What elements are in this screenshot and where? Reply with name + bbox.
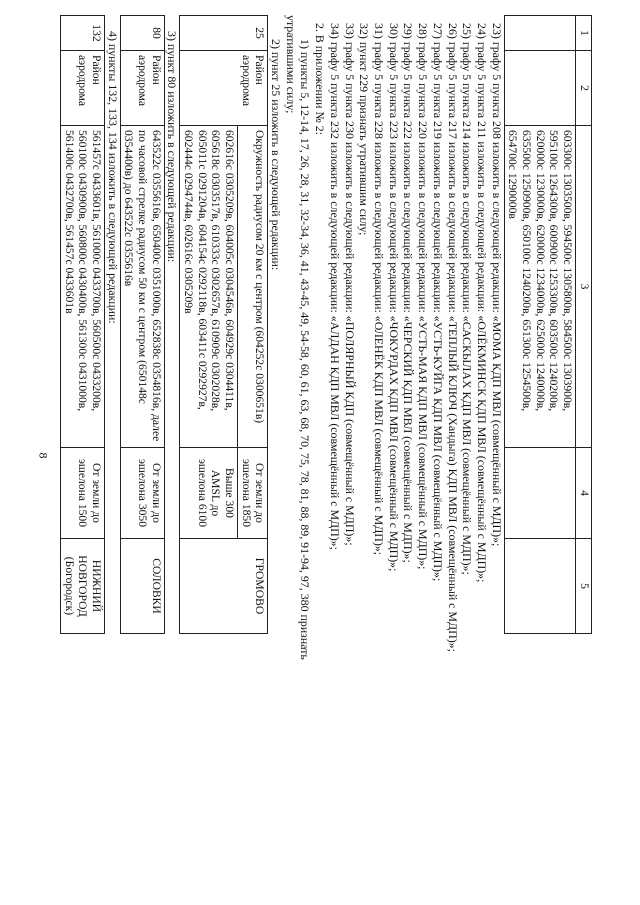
- list-item: 31) графу 5 пункта 228 изложить в следующей редакции: «ОЛЕНЁК КДП МВЛ (совмещённый с МДП)»;: [372, 23, 387, 556]
- list-item: 29) графу 5 пункта 222 изложить в следующей редакции: «ЧЕРСКИЙ КДП МВЛ (совмещённый с МДП)»;: [401, 23, 416, 563]
- header-col-5: 5: [576, 539, 592, 634]
- zone-description: Окружность радиусом 20 км с центром (604252с 0300651в): [238, 126, 268, 448]
- table-row: [120, 16, 164, 634]
- table-row-80: [120, 15, 165, 634]
- area-type: Район аэродрома: [60, 51, 104, 126]
- list-item: утратившими силу;: [283, 15, 298, 114]
- table-row-25: [179, 15, 268, 634]
- list-item: 24) графу 5 пункта 211 изложить в следующей редакции: «ОЛЁКМИНСК КДП МВЛ (совмещённый с МДП)»;: [474, 23, 489, 583]
- coordinates-cell: 603300с 1303500в, 594500с 1305800в, 584500с 1303900в, 595100с 1264300в, 600900с 1253300в, 603500с 1240200в, 620000с 1230000в, 620000с 1234000в, 625000с 1240000в, 635500с 1250900в, 650100с 1240200в, 651300с 1254500в, 654700с 1290000в: [504, 126, 575, 448]
- table-row: [504, 16, 575, 634]
- list-item: 27) графу 5 пункта 219 изложить в следующей редакции: «УСТЬ-КУЙГА КДП МВЛ (совмещённый с МДП)»;: [430, 23, 445, 582]
- table-header-row: [576, 16, 592, 634]
- area-type: Район аэродрома: [180, 51, 268, 126]
- table-row-132: [60, 15, 105, 634]
- altitude-range: От земли до эшелона 3050: [120, 448, 164, 539]
- list-item: 34) графу 5 пункта 232 изложить в следующей редакции: «АЛДАН КДП МВЛ (совмещённый с МДП)»;: [327, 23, 342, 550]
- table-row: [238, 16, 268, 634]
- header-col-3: 3: [576, 126, 592, 448]
- list-item: 4) пункты 132, 133, 134 изложить в следующей редакции:: [105, 31, 120, 324]
- table-row: [60, 16, 104, 634]
- list-item: 23) графу 5 пункта 208 изложить в следующей редакции: «МОМА КДП МВЛ (совмещённый с МДП)»;: [489, 23, 504, 547]
- amendment-list: [268, 15, 503, 890]
- list-item: 26) графу 5 пункта 217 изложить в следующей редакции: «ТЕПЛЫЙ КЛЮЧ (Хандыга) КДП МВЛ (совмещённый с МДП)»;: [445, 23, 460, 652]
- list-item: 30) графу 5 пункта 223 изложить в следующей редакции: «ЧОКУРДАХ КДП МВЛ (совмещённый с МДП)»;: [386, 23, 401, 572]
- list-item: 25) графу 5 пункта 214 изложить в следующей редакции: «САСКЫЛАХ КДП МВЛ (совмещённый с МДП)»;: [460, 23, 475, 575]
- list-item: 3) пункт 80 изложить в следующей редакции:: [165, 31, 180, 263]
- list-item: 32) пункт 229 признать утратившим силу;: [357, 23, 372, 236]
- list-item: 33) графу 5 пункта 230 изложить в следующей редакции: «ПОЛЯРНЫЙ КДП (совмещённый с МДП)»;: [342, 23, 357, 546]
- appendix-heading: 2. В приложении № 2:: [313, 23, 328, 136]
- row-number: 80: [120, 16, 164, 51]
- row-number: 25: [180, 16, 268, 51]
- row-number: 132: [60, 16, 104, 51]
- list-item: 1) пункты 5, 12-14, 17, 26, 28, 31, 32-34, 36, 41, 43-45, 49, 54-58, 60, 61, 63, 68, 70, 75, 78, 81, 88, 89, 91-94, 97, 380 признать: [298, 39, 313, 660]
- unit-name: ГРОМОВО: [180, 539, 268, 634]
- header-col-2: 2: [576, 51, 592, 126]
- header-col-4: 4: [576, 448, 592, 539]
- area-type: Район аэродрома: [120, 51, 164, 126]
- rotated-document: [2, 15, 592, 890]
- zone-description: 602616с 0305209в, 604005с 0304546в, 604929с 0304411в, 605618с 0303517в, 610333с 0302657в, 610909с 0302028в, 605011с 0291204в, 604154с 0292118в, 603411с 0292927в, 602444с 0294744в, 602616с 0305209в: [180, 126, 238, 448]
- zone-description: 561457с 0433601в, 561000с 0433700в, 560500с 0433200в, 560100с 0430900в, 560800с 0430400в, 561300с 0431000в, 561400с 0432700в, 561457с 0433601в: [60, 126, 104, 448]
- zone-description: 643522с 0355616в, 650400с 0351000в, 652838с 0354816в, далее по часовой стрелке радиусом 50 км с центром (650148с 0354400в) до 643522с 0355616в: [120, 126, 164, 448]
- altitude-range: От земли до эшелона 1500: [60, 448, 104, 539]
- continuation-table: [504, 15, 592, 634]
- list-item: 2) пункт 25 изложить в следующей редакции:: [269, 39, 284, 271]
- page-number: 8: [36, 452, 51, 459]
- list-item: 28) графу 5 пункта 220 изложить в следующей редакции: «УСТЬ-МАЯ КДП МВЛ (совмещённый с МДП)»;: [416, 23, 431, 570]
- altitude-range: Выше 300 AMSL до эшелона 6100: [180, 448, 238, 539]
- altitude-range: От земли до эшелона 1850: [238, 448, 268, 539]
- unit-name: СОЛОВКИ: [120, 539, 164, 634]
- header-col-1: 1: [576, 16, 592, 51]
- unit-name: НИЖНИЙ НОВГОРОД (Богородск): [60, 539, 104, 634]
